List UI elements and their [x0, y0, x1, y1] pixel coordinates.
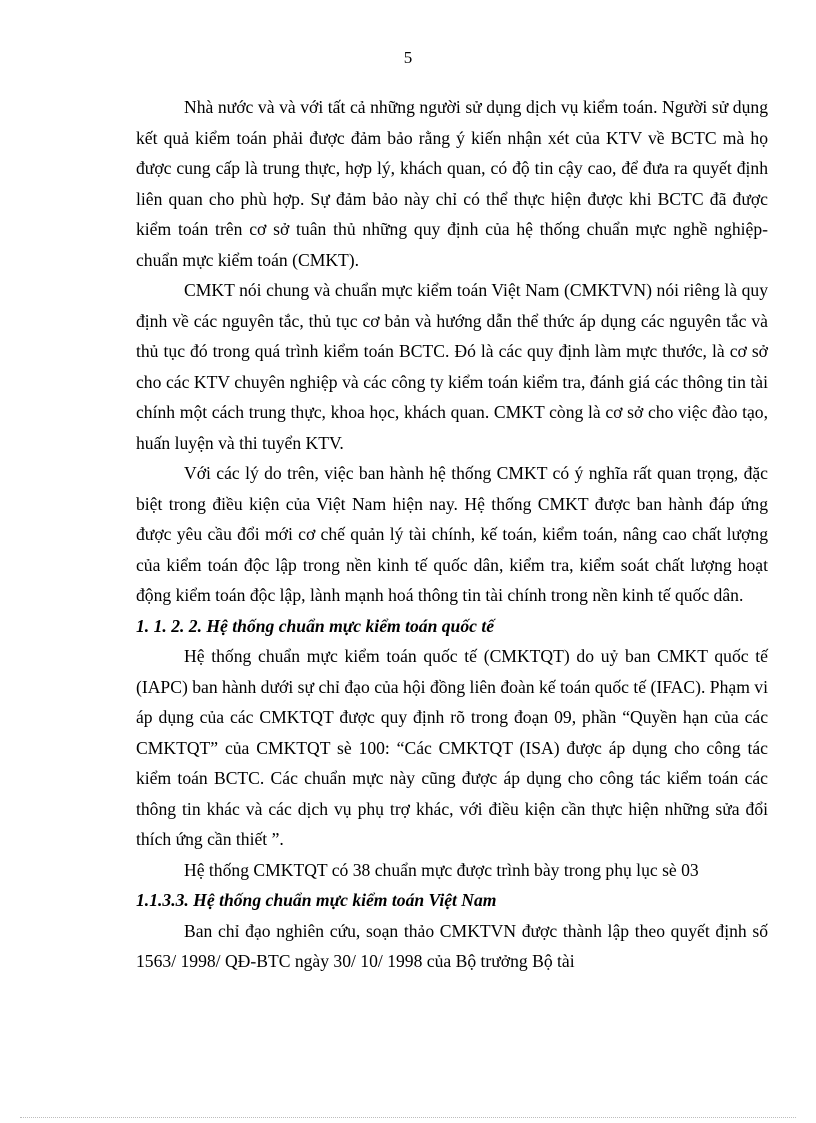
paragraph-5: Hệ thống CMKTQT có 38 chuẩn mực được trình bày trong phụ lục sè 03	[184, 859, 699, 880]
paragraph-6: Ban chỉ đạo nghiên cứu, soạn thảo CMKTVN được thành lập theo quyết định số 1563/ 1998/ QĐ-BTC ngày 30/ 10/ 1998 của Bộ trưởng Bộ tài	[136, 920, 768, 971]
page-bottom-divider	[20, 1117, 796, 1118]
page-number: 5	[403, 48, 413, 67]
document-body	[136, 92, 768, 977]
paragraph-1: Nhà nước và và với tất cả những người sử dụng dịch vụ kiểm toán. Người sử dụng kết quả kiểm toán phải được đảm bảo rằng ý kiến nhận xét của KTV về BCTC mà họ được cung cấp là trung thực, hợp lý, khách quan, có độ tin cậy cao, để đưa ra quyết định liên quan cho phù hợp. Sự đảm bảo này chỉ có thể thực hiện được khi BCTC đã được kiểm toán trên cơ sở tuân thủ những quy định của hệ thống chuẩn mực nghề nghiệp- chuẩn mực kiểm toán (CMKT).	[136, 97, 768, 270]
section-heading-vietnam-standards: 1.1.3.3. Hệ thống chuẩn mực kiểm toán Việt Nam	[136, 890, 497, 910]
paragraph-4: Hệ thống chuẩn mực kiểm toán quốc tế (CMKTQT) do uỷ ban CMKT quốc tế (IAPC) ban hành dưới sự chỉ đạo của hội đồng liên đoàn kế toán quốc tế (IFAC). Phạm vi áp dụng của các CMKTQT được quy định rõ trong đoạn 09, phần “Quyền hạn của các CMKTQT” của CMKTQT sè 100: “Các CMKTQT (ISA) được áp dụng cho công tác kiểm toán BCTC. Các chuẩn mực này cũng được áp dụng cho công tác kiểm toán các thông tin khác và các dịch vụ phụ trợ khác, với điều kiện cần thực hiện những sửa đổi thích ứng cần thiết ”.	[136, 646, 768, 849]
paragraph-3: Với các lý do trên, việc ban hành hệ thống CMKT có ý nghĩa rất quan trọng, đặc biệt trong điều kiện của Việt Nam hiện nay. Hệ thống CMKT được ban hành đáp ứng được yêu cầu đổi mới cơ chế quản lý tài chính, kế toán, kiểm toán, nâng cao chất lượng của kiểm toán độc lập trong nền kinh tế quốc dân, kiểm tra, kiểm soát chất lượng hoạt động kiểm toán độc lập, lành mạnh hoá thông tin tài chính trong nền kinh tế quốc dân.	[136, 463, 768, 605]
section-heading-international-standards: 1. 1. 2. 2. Hệ thống chuẩn mực kiểm toán quốc tế	[136, 615, 495, 636]
paragraph-2: CMKT nói chung và chuẩn mực kiểm toán Việt Nam (CMKTVN) nói riêng là quy định về các nguyên tắc, thủ tục cơ bản và hướng dẫn thể thức áp dụng các nguyên tắc và thủ tục đó trong quá trình kiểm toán BCTC. Đó là các quy định làm mực thước, là cơ sở cho các KTV chuyên nghiệp và các công ty kiểm toán kiểm tra, đánh giá các thông tin tài chính một cách trung thực, khoa học, khách quan. CMKT còng là cơ sở cho việc đào tạo, huấn luyện và thi tuyển KTV.	[136, 280, 768, 453]
